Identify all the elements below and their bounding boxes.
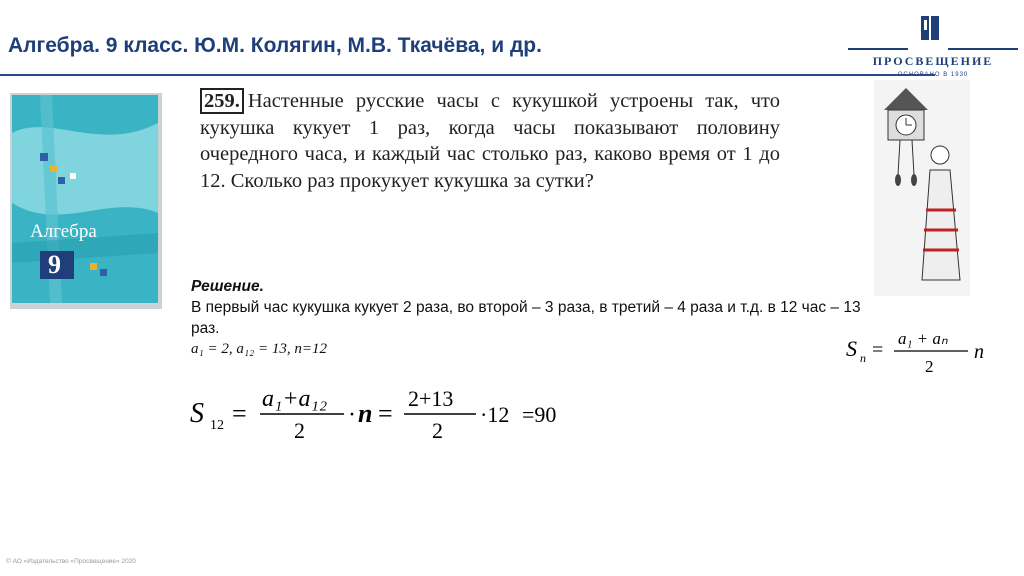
- formula-general-lhs: S: [846, 336, 857, 361]
- formula-general-sub: n: [860, 351, 866, 365]
- formula-general-num: a₁ + aₙ: [898, 329, 948, 348]
- formula-main-result: =90: [522, 402, 557, 427]
- logo-tagline: ОСНОВАНО В 1930: [897, 72, 969, 78]
- book-cover-art: [10, 93, 162, 309]
- solution-heading: Решение.: [191, 278, 264, 295]
- logo-name: ПРОСВЕЩЕНИЕ: [872, 54, 994, 68]
- solution-variables: a₁ = 2, a₁₂ = 13, n=12: [191, 341, 328, 357]
- svg-text:=: =: [232, 399, 247, 428]
- book-grade: 9: [48, 250, 61, 279]
- solution-text: В первый час кукушка кукует 2 раза, во второй – 3 раза, в третий – 4 раза и т.д. в 12 час – 13 раз.: [191, 299, 861, 337]
- svg-text:·: ·: [348, 402, 356, 428]
- logo-emblem-icon: [848, 14, 1018, 48]
- svg-text:=: =: [378, 399, 393, 428]
- problem-text: Настенные русские часы с кукушкой устроены так, что кукушка кукует 1 раз, когда часы показывают половину очередного часа, и каждый час столько раз, каково время от 1 до 12. Сколько раз прокукует кукушка за сутки?: [200, 90, 780, 192]
- formula-main-den1: 2: [294, 418, 305, 443]
- formula-main-num2: 2+13: [408, 386, 454, 411]
- formula-general-den: 2: [925, 357, 934, 376]
- cuckoo-clock-illustration: [874, 80, 970, 296]
- header-divider: [0, 74, 935, 76]
- sum-formula-general: [840, 322, 1000, 378]
- solution-block: [191, 276, 884, 361]
- svg-text:=: =: [872, 339, 884, 361]
- publisher-logo: [848, 14, 1018, 76]
- formula-general-mult: n: [974, 341, 984, 363]
- book-title: Алгебра: [30, 221, 97, 242]
- formula-main-sub: 12: [210, 418, 224, 433]
- page-title: Алгебра. 9 класс. Ю.М. Колягин, М.В. Ткачёва, и др.: [8, 34, 542, 57]
- problem-number: 259.: [200, 88, 244, 114]
- sum-formula-calculation: [186, 382, 596, 444]
- formula-main-lhs: S: [190, 398, 204, 429]
- problem-statement: [200, 88, 780, 194]
- formula-main-n: n: [358, 399, 373, 428]
- formula-main-num1: a₁+a₁₂: [262, 386, 328, 412]
- book-cover: [10, 93, 162, 309]
- formula-main-den2: 2: [432, 418, 443, 443]
- logo-line-left: [848, 48, 908, 50]
- copyright-footer: © АО «Издательство «Просвещение» 2020: [6, 558, 136, 565]
- logo-line-right: [948, 48, 1018, 50]
- formula-main-mult: ·12: [480, 402, 510, 427]
